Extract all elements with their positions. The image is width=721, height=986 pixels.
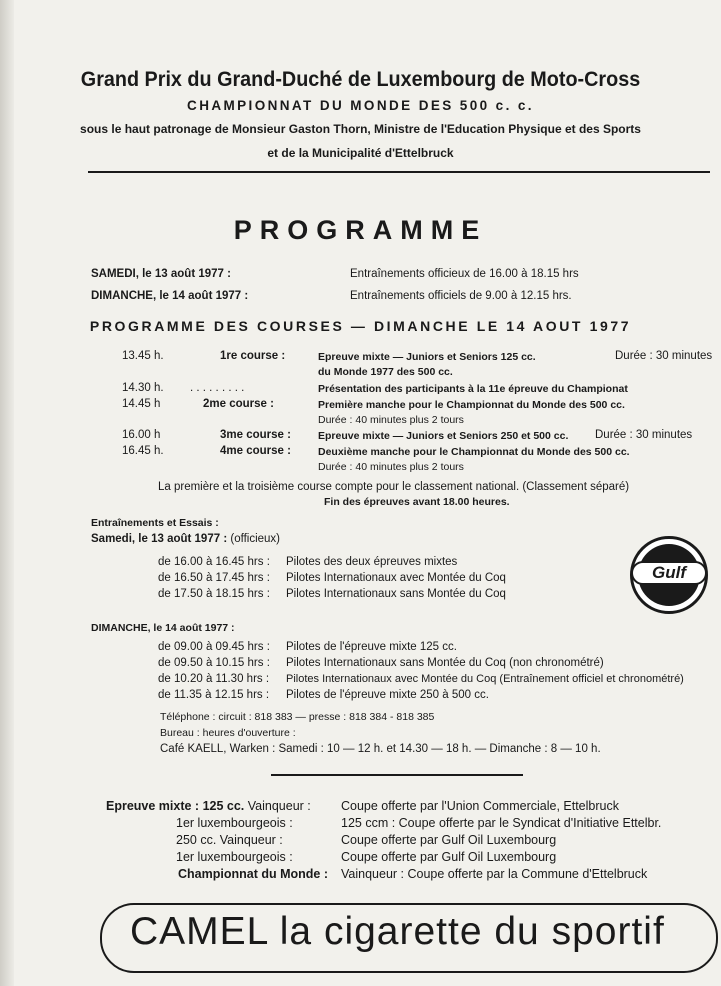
race-2-dots: . . . . . . . . . xyxy=(190,382,245,394)
prize-2-label: 1er luxembourgeois : xyxy=(176,816,293,830)
race-1-duration: Durée : 30 minutes xyxy=(615,350,713,362)
training-saturday-note: (officieux) xyxy=(230,533,280,545)
prize-1-role: Vainqueur : xyxy=(247,799,311,813)
sat-slot-3-time: de 17.50 à 18.15 hrs : xyxy=(158,588,270,600)
phone-info: Téléphone : circuit : 818 383 — presse : 818 384 - 818 385 xyxy=(160,711,435,723)
saturday-training: Entraînements officieux de 16.00 à 18.15 hrs xyxy=(350,268,579,280)
gulf-logo-text: Gulf xyxy=(631,561,707,585)
race-2-time: 14.30 h. xyxy=(122,382,164,394)
patronage-line-2: et de la Municipalité d'Ettelbruck xyxy=(267,146,454,160)
sun-slot-1-time: de 09.00 à 09.45 hrs : xyxy=(158,641,270,653)
sun-slot-3-desc: Pilotes Internationaux avec Montée du Coq (Entraînement officiel et chronométré) xyxy=(286,673,684,685)
prize-5-value: Vainqueur : Coupe offerte par la Commune d'Ettelbruck xyxy=(341,867,648,881)
race-1-label: 1re course : xyxy=(220,350,286,362)
saturday-label: SAMEDI, le 13 août 1977 : xyxy=(91,268,231,280)
event-title: Grand Prix du Grand-Duché de Luxembourg de Moto-Cross xyxy=(80,67,641,91)
sun-slot-1-desc: Pilotes de l'épreuve mixte 125 cc. xyxy=(286,641,457,653)
race-1-desc-cont: du Monde 1977 des 500 cc. xyxy=(318,366,453,378)
race-2-desc: Présentation des participants à la 11e épreuve du Championat xyxy=(318,383,628,395)
end-time-note: Fin des épreuves avant 18.00 heures. xyxy=(324,496,510,508)
race-1-time: 13.45 h. xyxy=(122,350,164,362)
sun-slot-3-time: de 10.20 à 11.30 hrs : xyxy=(158,673,270,685)
race-3-desc: Première manche pour le Championnat du Monde des 500 cc. xyxy=(318,399,625,411)
race-5-label: 4me course : xyxy=(220,445,291,457)
race-4-desc: Epreuve mixte — Juniors et Seniors 250 et 500 cc. xyxy=(318,430,569,442)
classification-note: La première et la troisième course compte pour le classement national. (Classement séparé) xyxy=(158,481,630,493)
prize-3-value: Coupe offerte par Gulf Oil Luxembourg xyxy=(341,833,557,847)
sunday-label: DIMANCHE, le 14 août 1977 : xyxy=(91,290,249,302)
sun-slot-2-desc: Pilotes Internationaux sans Montée du Coq (non chronométré) xyxy=(286,657,604,669)
race-4-duration: Durée : 30 minutes xyxy=(595,429,693,441)
race-3-time: 14.45 h xyxy=(122,398,161,410)
race-3-duration: Durée : 40 minutes plus 2 tours xyxy=(318,414,464,426)
championship-subtitle: CHAMPIONNAT DU MONDE DES 500 c. c. xyxy=(187,98,534,113)
prize-4-value: Coupe offerte par Gulf Oil Luxembourg xyxy=(341,850,557,864)
prize-4-label: 1er luxembourgeois : xyxy=(176,850,293,864)
race-4-label: 3me course : xyxy=(220,429,291,441)
race-5-time: 16.45 h. xyxy=(122,445,164,457)
race-3-label: 2me course : xyxy=(203,398,274,410)
prize-1-value: Coupe offerte par l'Union Commerciale, Ettelbruck xyxy=(341,799,619,813)
race-4-time: 16.00 h xyxy=(122,429,161,441)
programme-heading: PROGRAMME xyxy=(233,215,488,245)
sun-slot-4-desc: Pilotes de l'épreuve mixte 250 à 500 cc. xyxy=(286,689,489,701)
sunday-training: Entraînements officiels de 9.00 à 12.15 hrs. xyxy=(350,290,572,302)
office-hours-label: Bureau : heures d'ouverture : xyxy=(160,727,296,739)
training-sunday-heading: DIMANCHE, le 14 août 1977 : xyxy=(91,622,235,634)
race-1-desc: Epreuve mixte — Juniors et Seniors 125 cc. xyxy=(318,351,536,363)
sun-slot-4-time: de 11.35 à 12.15 hrs : xyxy=(158,689,270,701)
header-rule xyxy=(88,171,710,173)
cafe-hours: Café KAELL, Warken : Samedi : 10 — 12 h. et 14.30 — 18 h. — Dimanche : 8 — 10 h. xyxy=(160,743,601,755)
sat-slot-1-time: de 16.00 à 16.45 hrs : xyxy=(158,556,270,568)
race-5-duration: Durée : 40 minutes plus 2 tours xyxy=(318,461,464,473)
patronage-line-1: sous le haut patronage de Monsieur Gaston Thorn, Ministre de l'Education Physique et des Sports xyxy=(80,122,641,136)
prize-5-label: Championnat du Monde : xyxy=(178,867,328,881)
prize-2-value: 125 ccm : Coupe offerte par le Syndicat d'Initiative Ettelbr. xyxy=(341,816,662,830)
camel-ad-text: CAMEL la cigarette du sportif xyxy=(130,910,665,953)
prize-3-label: 250 cc. Vainqueur : xyxy=(176,833,283,847)
training-saturday-label: Samedi, le 13 août 1977 : xyxy=(91,533,228,545)
training-heading: Entraînements et Essais : xyxy=(91,517,219,529)
sat-slot-3-desc: Pilotes Internationaux sans Montée du Coq xyxy=(286,588,506,600)
race-5-desc: Deuxième manche pour le Championnat du Monde des 500 cc. xyxy=(318,446,630,458)
prize-1-category: Epreuve mixte : 125 cc. xyxy=(106,799,245,813)
gulf-logo xyxy=(630,536,708,614)
sat-slot-2-time: de 16.50 à 17.45 hrs : xyxy=(158,572,270,584)
races-heading: PROGRAMME DES COURSES — DIMANCHE LE 14 AOUT 1977 xyxy=(89,318,632,334)
section-divider xyxy=(271,774,523,776)
sun-slot-2-time: de 09.50 à 10.15 hrs : xyxy=(158,657,270,669)
sat-slot-2-desc: Pilotes Internationaux avec Montée du Coq xyxy=(286,572,506,584)
sat-slot-1-desc: Pilotes des deux épreuves mixtes xyxy=(286,556,458,568)
